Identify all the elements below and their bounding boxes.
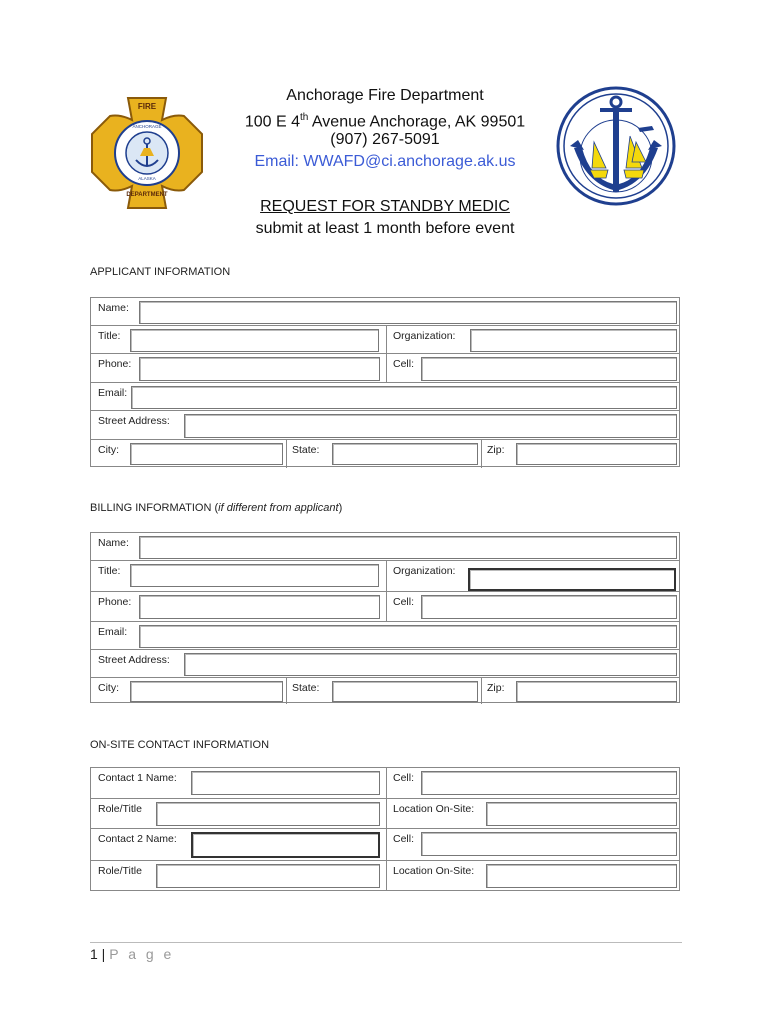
contact1-name-input[interactable] bbox=[191, 771, 380, 795]
onsite-table bbox=[90, 767, 680, 891]
logo-text-bottom: DEPARTMENT bbox=[126, 192, 168, 198]
applicant-phone-label: Phone: bbox=[98, 358, 132, 370]
divider bbox=[386, 326, 387, 354]
divider bbox=[386, 592, 387, 622]
billing-street-label: Street Address: bbox=[98, 654, 170, 666]
billing-name-input[interactable] bbox=[139, 536, 677, 559]
billing-city-input[interactable] bbox=[130, 681, 283, 702]
logo-text-top: FIRE bbox=[137, 102, 157, 111]
applicant-row-phone bbox=[91, 353, 679, 383]
contact1-cell-input[interactable] bbox=[421, 771, 677, 795]
logo-ring-top: ANCHORAGE bbox=[132, 124, 162, 129]
billing-state-input[interactable] bbox=[332, 681, 478, 702]
billing-name-label: Name: bbox=[98, 537, 129, 549]
contact1-role-input[interactable] bbox=[156, 802, 380, 826]
applicant-zip-label: Zip: bbox=[487, 444, 505, 456]
applicant-row-title bbox=[91, 325, 679, 354]
contact1-name-label: Contact 1 Name: bbox=[98, 772, 177, 784]
billing-organization-input[interactable] bbox=[468, 568, 676, 591]
applicant-organization-input[interactable] bbox=[470, 329, 677, 352]
billing-heading-post: ) bbox=[338, 502, 343, 514]
divider bbox=[386, 768, 387, 798]
onsite-heading: ON-SITE CONTACT INFORMATION bbox=[90, 739, 270, 751]
onsite-row-contact1 bbox=[91, 768, 679, 798]
form-title: REQUEST FOR STANDBY MEDIC bbox=[260, 198, 510, 215]
billing-organization-label: Organization: bbox=[393, 565, 456, 577]
applicant-city-input[interactable] bbox=[130, 443, 283, 465]
applicant-row-name bbox=[91, 298, 679, 325]
org-name: Anchorage Fire Department bbox=[286, 87, 484, 104]
applicant-row-email bbox=[91, 382, 679, 411]
billing-row-title bbox=[91, 560, 679, 592]
applicant-state-input[interactable] bbox=[332, 443, 478, 465]
contact2-name-input[interactable] bbox=[191, 832, 380, 858]
contact2-role-input[interactable] bbox=[156, 864, 380, 888]
page-number: 1 bbox=[90, 946, 98, 962]
billing-cell-input[interactable] bbox=[421, 595, 677, 619]
divider bbox=[386, 354, 387, 383]
billing-zip-input[interactable] bbox=[516, 681, 677, 702]
divider bbox=[386, 829, 387, 861]
applicant-cell-input[interactable] bbox=[421, 357, 677, 381]
billing-street-input[interactable] bbox=[184, 653, 677, 676]
applicant-row-city bbox=[91, 439, 679, 468]
billing-zip-label: Zip: bbox=[487, 682, 505, 694]
applicant-title-label: Title: bbox=[98, 330, 121, 342]
billing-heading-pre: BILLING INFORMATION ( bbox=[90, 502, 219, 514]
divider bbox=[286, 440, 287, 468]
applicant-state-label: State: bbox=[292, 444, 320, 456]
billing-row-phone bbox=[91, 591, 679, 622]
billing-row-email bbox=[91, 621, 679, 650]
contact1-location-label: Location On-Site: bbox=[393, 803, 475, 815]
divider bbox=[481, 678, 482, 704]
billing-phone-input[interactable] bbox=[139, 595, 380, 619]
applicant-name-input[interactable] bbox=[139, 301, 677, 324]
contact2-name-label: Contact 2 Name: bbox=[98, 833, 177, 845]
applicant-heading: APPLICANT INFORMATION bbox=[90, 266, 231, 278]
contact2-location-input[interactable] bbox=[486, 864, 677, 888]
contact2-cell-input[interactable] bbox=[421, 832, 677, 856]
applicant-phone-input[interactable] bbox=[139, 357, 380, 381]
divider bbox=[386, 561, 387, 592]
divider bbox=[386, 799, 387, 829]
contact2-cell-label: Cell: bbox=[393, 833, 415, 845]
divider bbox=[481, 440, 482, 468]
applicant-city-label: City: bbox=[98, 444, 119, 456]
billing-row-city bbox=[91, 677, 679, 704]
billing-row-name bbox=[91, 533, 679, 560]
divider bbox=[286, 678, 287, 704]
page-separator: | bbox=[97, 946, 110, 962]
billing-cell-label: Cell: bbox=[393, 596, 415, 608]
applicant-zip-input[interactable] bbox=[516, 443, 677, 465]
onsite-row-contact2 bbox=[91, 828, 679, 861]
billing-heading bbox=[90, 502, 342, 514]
onsite-row-role1 bbox=[91, 798, 679, 829]
contact1-role-label: Role/Title bbox=[98, 803, 142, 815]
onsite-row-role2 bbox=[91, 860, 679, 891]
billing-table bbox=[90, 532, 680, 703]
contact2-location-label: Location On-Site: bbox=[393, 865, 475, 877]
applicant-title-input[interactable] bbox=[130, 329, 379, 352]
billing-email-label: Email: bbox=[98, 626, 128, 638]
address-part-2: Avenue Anchorage, AK 99501 bbox=[308, 113, 526, 131]
billing-phone-label: Phone: bbox=[98, 596, 132, 608]
billing-title-input[interactable] bbox=[130, 564, 379, 587]
org-phone: (907) 267-5091 bbox=[330, 131, 440, 148]
applicant-row-street bbox=[91, 410, 679, 440]
billing-row-street bbox=[91, 649, 679, 678]
applicant-table bbox=[90, 297, 680, 467]
page-footer bbox=[90, 946, 174, 962]
divider bbox=[386, 861, 387, 891]
footer-divider bbox=[90, 942, 682, 943]
applicant-organization-label: Organization: bbox=[393, 330, 456, 342]
address-superscript: th bbox=[300, 112, 309, 123]
logo-ring-bottom: ALASKA bbox=[138, 176, 156, 181]
billing-city-label: City: bbox=[98, 682, 119, 694]
contact2-role-label: Role/Title bbox=[98, 865, 142, 877]
contact1-location-input[interactable] bbox=[486, 802, 677, 826]
billing-state-label: State: bbox=[292, 682, 320, 694]
org-email-link[interactable]: Email: WWAFD@ci.anchorage.ak.us bbox=[254, 153, 516, 170]
applicant-email-label: Email: bbox=[98, 387, 128, 399]
applicant-cell-label: Cell: bbox=[393, 358, 415, 370]
address-part-1: 100 E 4 bbox=[244, 113, 301, 131]
page-word: P a g e bbox=[109, 946, 175, 962]
contact1-cell-label: Cell: bbox=[393, 772, 415, 784]
applicant-street-label: Street Address: bbox=[98, 415, 170, 427]
applicant-name-label: Name: bbox=[98, 302, 129, 314]
applicant-street-input[interactable] bbox=[184, 414, 677, 438]
applicant-email-input[interactable] bbox=[131, 386, 677, 409]
billing-title-label: Title: bbox=[98, 565, 121, 577]
form-subtitle: submit at least 1 month before event bbox=[255, 220, 515, 237]
billing-heading-em: if different from applicant bbox=[218, 502, 339, 514]
billing-email-input[interactable] bbox=[139, 625, 677, 648]
